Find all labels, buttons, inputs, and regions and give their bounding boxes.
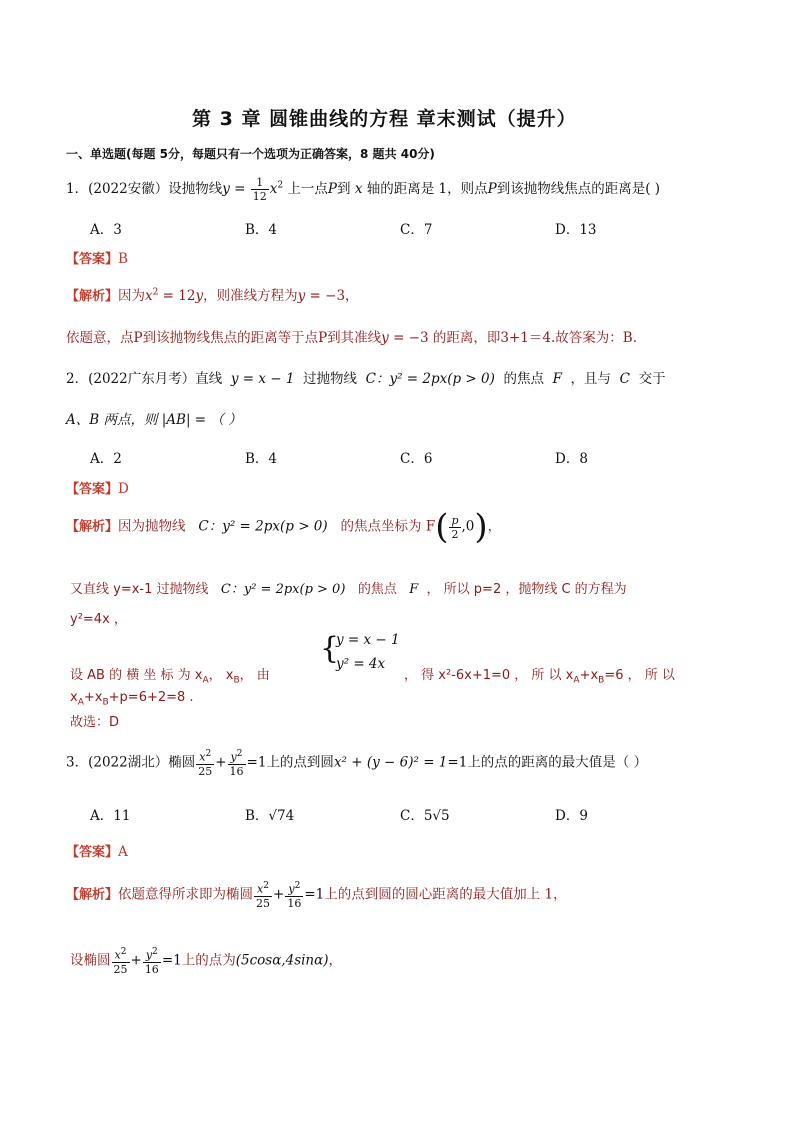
- q2-analysis-line-b: 又直线 y=x-1 过抛物线 C：y² = 2px(p > 0) 的焦点 F ， 所以 p=2 ，抛物线 C 的方程为: [70, 582, 627, 597]
- q2-analysis-line-d: 设 AB 的 横 坐 标 为 $x_A$， $x_B$， 由: [70, 668, 270, 686]
- q2-analysis-line-d2: ， 得 x²-6x+1=0 ， 所 以 $x_A+x_B=6$ ， 所 以: [404, 668, 675, 686]
- q2-analysis-line-c: y²=4x ，: [70, 612, 127, 627]
- question-2-line2: A、B 两点，则 |AB| = （ ）: [66, 412, 242, 428]
- page-title: 第 3 章 圆锥曲线的方程 章末测试（提升）: [192, 108, 577, 130]
- q2-analysis-line-e: $x_A+x_B+p=6+2=8$ .: [70, 690, 194, 708]
- q2-answer: 【答案】D: [66, 481, 129, 497]
- q1-analysis-line2: 依题意，点P到该抛物线焦点的距离等于点P到其准线y = −3 的距离，即3+1＝4.故答案为：B.: [66, 330, 637, 346]
- q3-answer: 【答案】A: [66, 844, 128, 860]
- q1-analysis: 【解析】因为$x^2 = 12y$，则准线方程为y = −3，: [66, 287, 359, 304]
- q2-analysis-line-f: 故选：D: [70, 715, 120, 730]
- q3-option-c: C．5√5: [400, 808, 450, 824]
- q3-option-b: B．√74: [245, 808, 295, 824]
- q1-answer: 【答案】B: [66, 251, 128, 267]
- q1-option-a: A．3: [90, 222, 122, 238]
- question-2: 2．(2022广东月考）直线 y = x − 1 过抛物线 C：y² = 2px(p > 0) 的焦点 F ，且与 C 交于: [66, 371, 666, 387]
- q2-option-b: B．4: [245, 451, 278, 467]
- question-source: (2022安徽）设抛物线: [88, 181, 223, 197]
- q1-option-d: D．13: [555, 222, 597, 238]
- fraction: $\frac{1}{12}$: [252, 176, 267, 203]
- q2-option-c: C．6: [400, 451, 433, 467]
- question-3: 3．(2022湖北）椭圆 $\frac{x^2}{25}$ + $\frac{y^2}{16}$ =1上的点到圆x² + (y − 6)² = 1=1上的点的距离的最大值是（ ）: [66, 749, 648, 778]
- q1-option-b: B．4: [245, 222, 278, 238]
- q3-option-d: D．9: [555, 808, 588, 824]
- question-number: 1．: [66, 181, 89, 197]
- question-1: 1．(2022安徽）设抛物线y = $\frac{1}{12}$ $x^2$ 上一点P到 x 轴的距离是 1，则点P到该抛物线焦点的距离是( ): [66, 176, 661, 203]
- q1-option-c: C．7: [400, 222, 433, 238]
- q2-analysis: 【解析】因为抛物线 C：y² = 2px(p > 0) 的焦点坐标为 F( $\frac{p}{2}$ ,0)，: [66, 507, 502, 547]
- q3-analysis: 【解析】依题意得所求即为椭圆 $\frac{x^2}{25}$ + $\frac{y^2}{16}$ =1上的点到圆的圆心距离的最大值加上 1，: [66, 881, 567, 910]
- q2-option-a: A．2: [90, 451, 122, 467]
- q3-analysis-line2: 设椭圆 $\frac{x^2}{25}$ + $\frac{y^2}{16}$ =1上的点为(5cosα,4sinα)，: [70, 947, 343, 976]
- section-heading: 一、单选题(每题 5分，每题只有一个选项为正确答案，8 题共 40分): [66, 147, 435, 161]
- q2-option-d: D．8: [555, 451, 588, 467]
- q3-option-a: A．11: [90, 808, 131, 824]
